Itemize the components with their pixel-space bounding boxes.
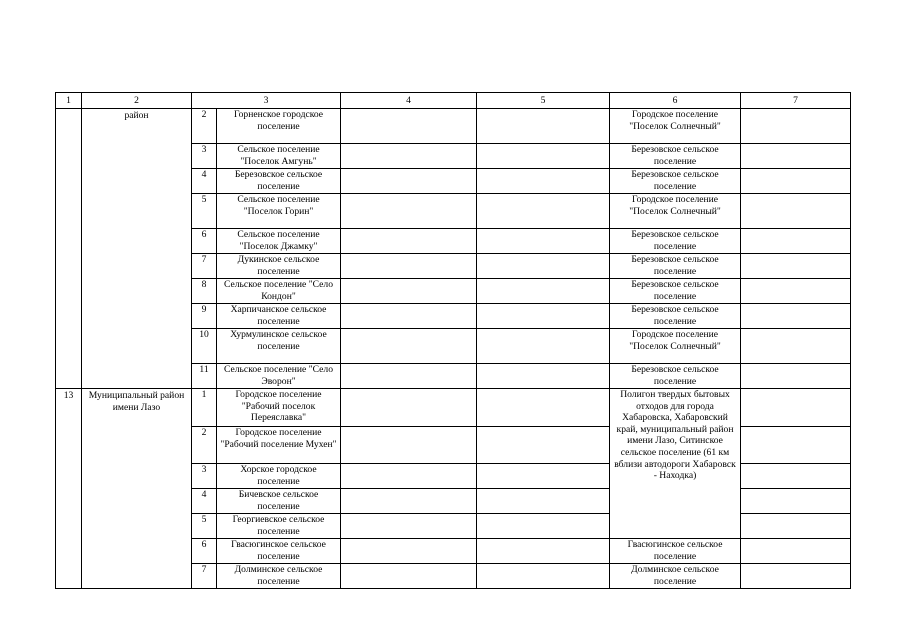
column-5b-cell bbox=[477, 194, 610, 229]
disposal-site: Березовское сельское поселение bbox=[610, 169, 741, 194]
column-5-cell bbox=[341, 539, 477, 564]
disposal-site: Березовское сельское поселение bbox=[610, 254, 741, 279]
column-5b-cell bbox=[477, 364, 610, 389]
column-5b-cell bbox=[477, 279, 610, 304]
settlement-number: 1 bbox=[192, 389, 217, 427]
settlement-name: Гвасюгинское сельское поселение bbox=[217, 539, 341, 564]
column-5b-cell bbox=[477, 169, 610, 194]
settlement-name: Сельское поселение "Поселок Амгунь" bbox=[217, 144, 341, 169]
settlement-number: 5 bbox=[192, 194, 217, 229]
settlement-name: Городское поселение "Рабочий поселение Мухен" bbox=[217, 427, 341, 464]
column-7-cell bbox=[741, 304, 851, 329]
table-row bbox=[56, 389, 851, 427]
column-7-cell bbox=[741, 144, 851, 169]
column-5b-cell bbox=[477, 539, 610, 564]
column-7-cell bbox=[741, 109, 851, 144]
district-name-cell: Муниципальный район имени Лазо bbox=[82, 389, 192, 589]
settlement-number: 2 bbox=[192, 109, 217, 144]
column-7-cell bbox=[741, 254, 851, 279]
column-5-cell bbox=[341, 489, 477, 514]
settlement-name: Георгиевское сельское поселение bbox=[217, 514, 341, 539]
settlement-name: Горненское городское поселение bbox=[217, 109, 341, 144]
column-7-cell bbox=[741, 564, 851, 589]
disposal-site: Городское поселение "Поселок Солнечный" bbox=[610, 109, 741, 144]
settlement-name: Сельское поселение "Село Эворон" bbox=[217, 364, 341, 389]
district-name-cell: район bbox=[82, 109, 192, 389]
district-number-cell bbox=[56, 109, 82, 389]
column-5b-cell bbox=[477, 144, 610, 169]
column-5-cell bbox=[341, 254, 477, 279]
column-7-cell bbox=[741, 389, 851, 427]
column-5-cell bbox=[341, 329, 477, 364]
column-5-cell bbox=[341, 169, 477, 194]
settlement-name: Сельское поселение "Поселок Джамку" bbox=[217, 229, 341, 254]
column-header-1: 1 bbox=[56, 93, 82, 109]
settlement-number: 4 bbox=[192, 489, 217, 514]
column-7-cell bbox=[741, 427, 851, 464]
disposal-site: Березовское сельское поселение bbox=[610, 279, 741, 304]
column-5-cell bbox=[341, 279, 477, 304]
settlement-number: 10 bbox=[192, 329, 217, 364]
column-5b-cell bbox=[477, 489, 610, 514]
column-5-cell bbox=[341, 514, 477, 539]
settlement-name: Хурмулинское сельское поселение bbox=[217, 329, 341, 364]
column-header-2: 2 bbox=[82, 93, 192, 109]
column-7-cell bbox=[741, 169, 851, 194]
column-5-cell bbox=[341, 427, 477, 464]
column-5b-cell bbox=[477, 304, 610, 329]
disposal-site: Березовское сельское поселение bbox=[610, 229, 741, 254]
settlement-name: Бичевское сельское поселение bbox=[217, 489, 341, 514]
settlement-name: Долминское сельское поселение bbox=[217, 564, 341, 589]
settlement-name: Городское поселение "Рабочий поселок Переяславка" bbox=[217, 389, 341, 427]
column-7-cell bbox=[741, 229, 851, 254]
settlement-number: 7 bbox=[192, 254, 217, 279]
column-5-cell bbox=[341, 229, 477, 254]
column-5-cell bbox=[341, 144, 477, 169]
column-5-cell bbox=[341, 364, 477, 389]
column-7-cell bbox=[741, 364, 851, 389]
column-header-7: 7 bbox=[741, 93, 851, 109]
column-header-4: 4 bbox=[341, 93, 477, 109]
column-5b-cell bbox=[477, 109, 610, 144]
column-7-cell bbox=[741, 539, 851, 564]
settlement-number: 2 bbox=[192, 427, 217, 464]
settlement-number: 4 bbox=[192, 169, 217, 194]
district-number-cell: 13 bbox=[56, 389, 82, 589]
column-5b-cell bbox=[477, 427, 610, 464]
settlement-number: 3 bbox=[192, 464, 217, 489]
column-5-cell bbox=[341, 109, 477, 144]
column-5-cell bbox=[341, 304, 477, 329]
column-header-5: 5 bbox=[477, 93, 610, 109]
settlement-name: Дукинское сельское поселение bbox=[217, 254, 341, 279]
settlement-name: Хорское городское поселение bbox=[217, 464, 341, 489]
disposal-site-merged: Полигон твердых бытовых отходов для города Хабаровска, Хабаровский край, муниципальный район имени Лазо, Ситинское сельское поселение (61 км вблизи автодороги Хабаровск - Находка) bbox=[610, 389, 741, 539]
settlement-name: Харпичанское сельское поселение bbox=[217, 304, 341, 329]
settlement-number: 8 bbox=[192, 279, 217, 304]
column-5b-cell bbox=[477, 464, 610, 489]
column-5b-cell bbox=[477, 564, 610, 589]
disposal-site: Березовское сельское поселение bbox=[610, 364, 741, 389]
disposal-site: Городское поселение "Поселок Солнечный" bbox=[610, 194, 741, 229]
column-5b-cell bbox=[477, 229, 610, 254]
disposal-site: Березовское сельское поселение bbox=[610, 144, 741, 169]
column-5-cell bbox=[341, 194, 477, 229]
settlement-number: 6 bbox=[192, 539, 217, 564]
settlement-name: Сельское поселение "Поселок Горин" bbox=[217, 194, 341, 229]
column-7-cell bbox=[741, 514, 851, 539]
settlement-name: Сельское поселение "Село Кондон" bbox=[217, 279, 341, 304]
settlement-number: 9 bbox=[192, 304, 217, 329]
settlement-number: 5 bbox=[192, 514, 217, 539]
column-7-cell bbox=[741, 464, 851, 489]
column-7-cell bbox=[741, 194, 851, 229]
column-7-cell bbox=[741, 489, 851, 514]
column-5-cell bbox=[341, 564, 477, 589]
disposal-site: Городское поселение "Поселок Солнечный" bbox=[610, 329, 741, 364]
settlement-number: 7 bbox=[192, 564, 217, 589]
header-row bbox=[56, 93, 851, 109]
settlement-number: 11 bbox=[192, 364, 217, 389]
column-7-cell bbox=[741, 329, 851, 364]
column-5-cell bbox=[341, 464, 477, 489]
settlements-table bbox=[55, 92, 851, 589]
column-header-3: 3 bbox=[192, 93, 341, 109]
disposal-site: Березовское сельское поселение bbox=[610, 304, 741, 329]
column-5b-cell bbox=[477, 254, 610, 279]
disposal-site: Гвасюгинское сельское поселение bbox=[610, 539, 741, 564]
column-header-6: 6 bbox=[610, 93, 741, 109]
column-7-cell bbox=[741, 279, 851, 304]
column-5b-cell bbox=[477, 389, 610, 427]
settlement-number: 3 bbox=[192, 144, 217, 169]
column-5b-cell bbox=[477, 514, 610, 539]
settlement-number: 6 bbox=[192, 229, 217, 254]
column-5-cell bbox=[341, 389, 477, 427]
disposal-site: Долминское сельское поселение bbox=[610, 564, 741, 589]
column-5b-cell bbox=[477, 329, 610, 364]
table-row bbox=[56, 109, 851, 144]
settlement-name: Березовское сельское поселение bbox=[217, 169, 341, 194]
